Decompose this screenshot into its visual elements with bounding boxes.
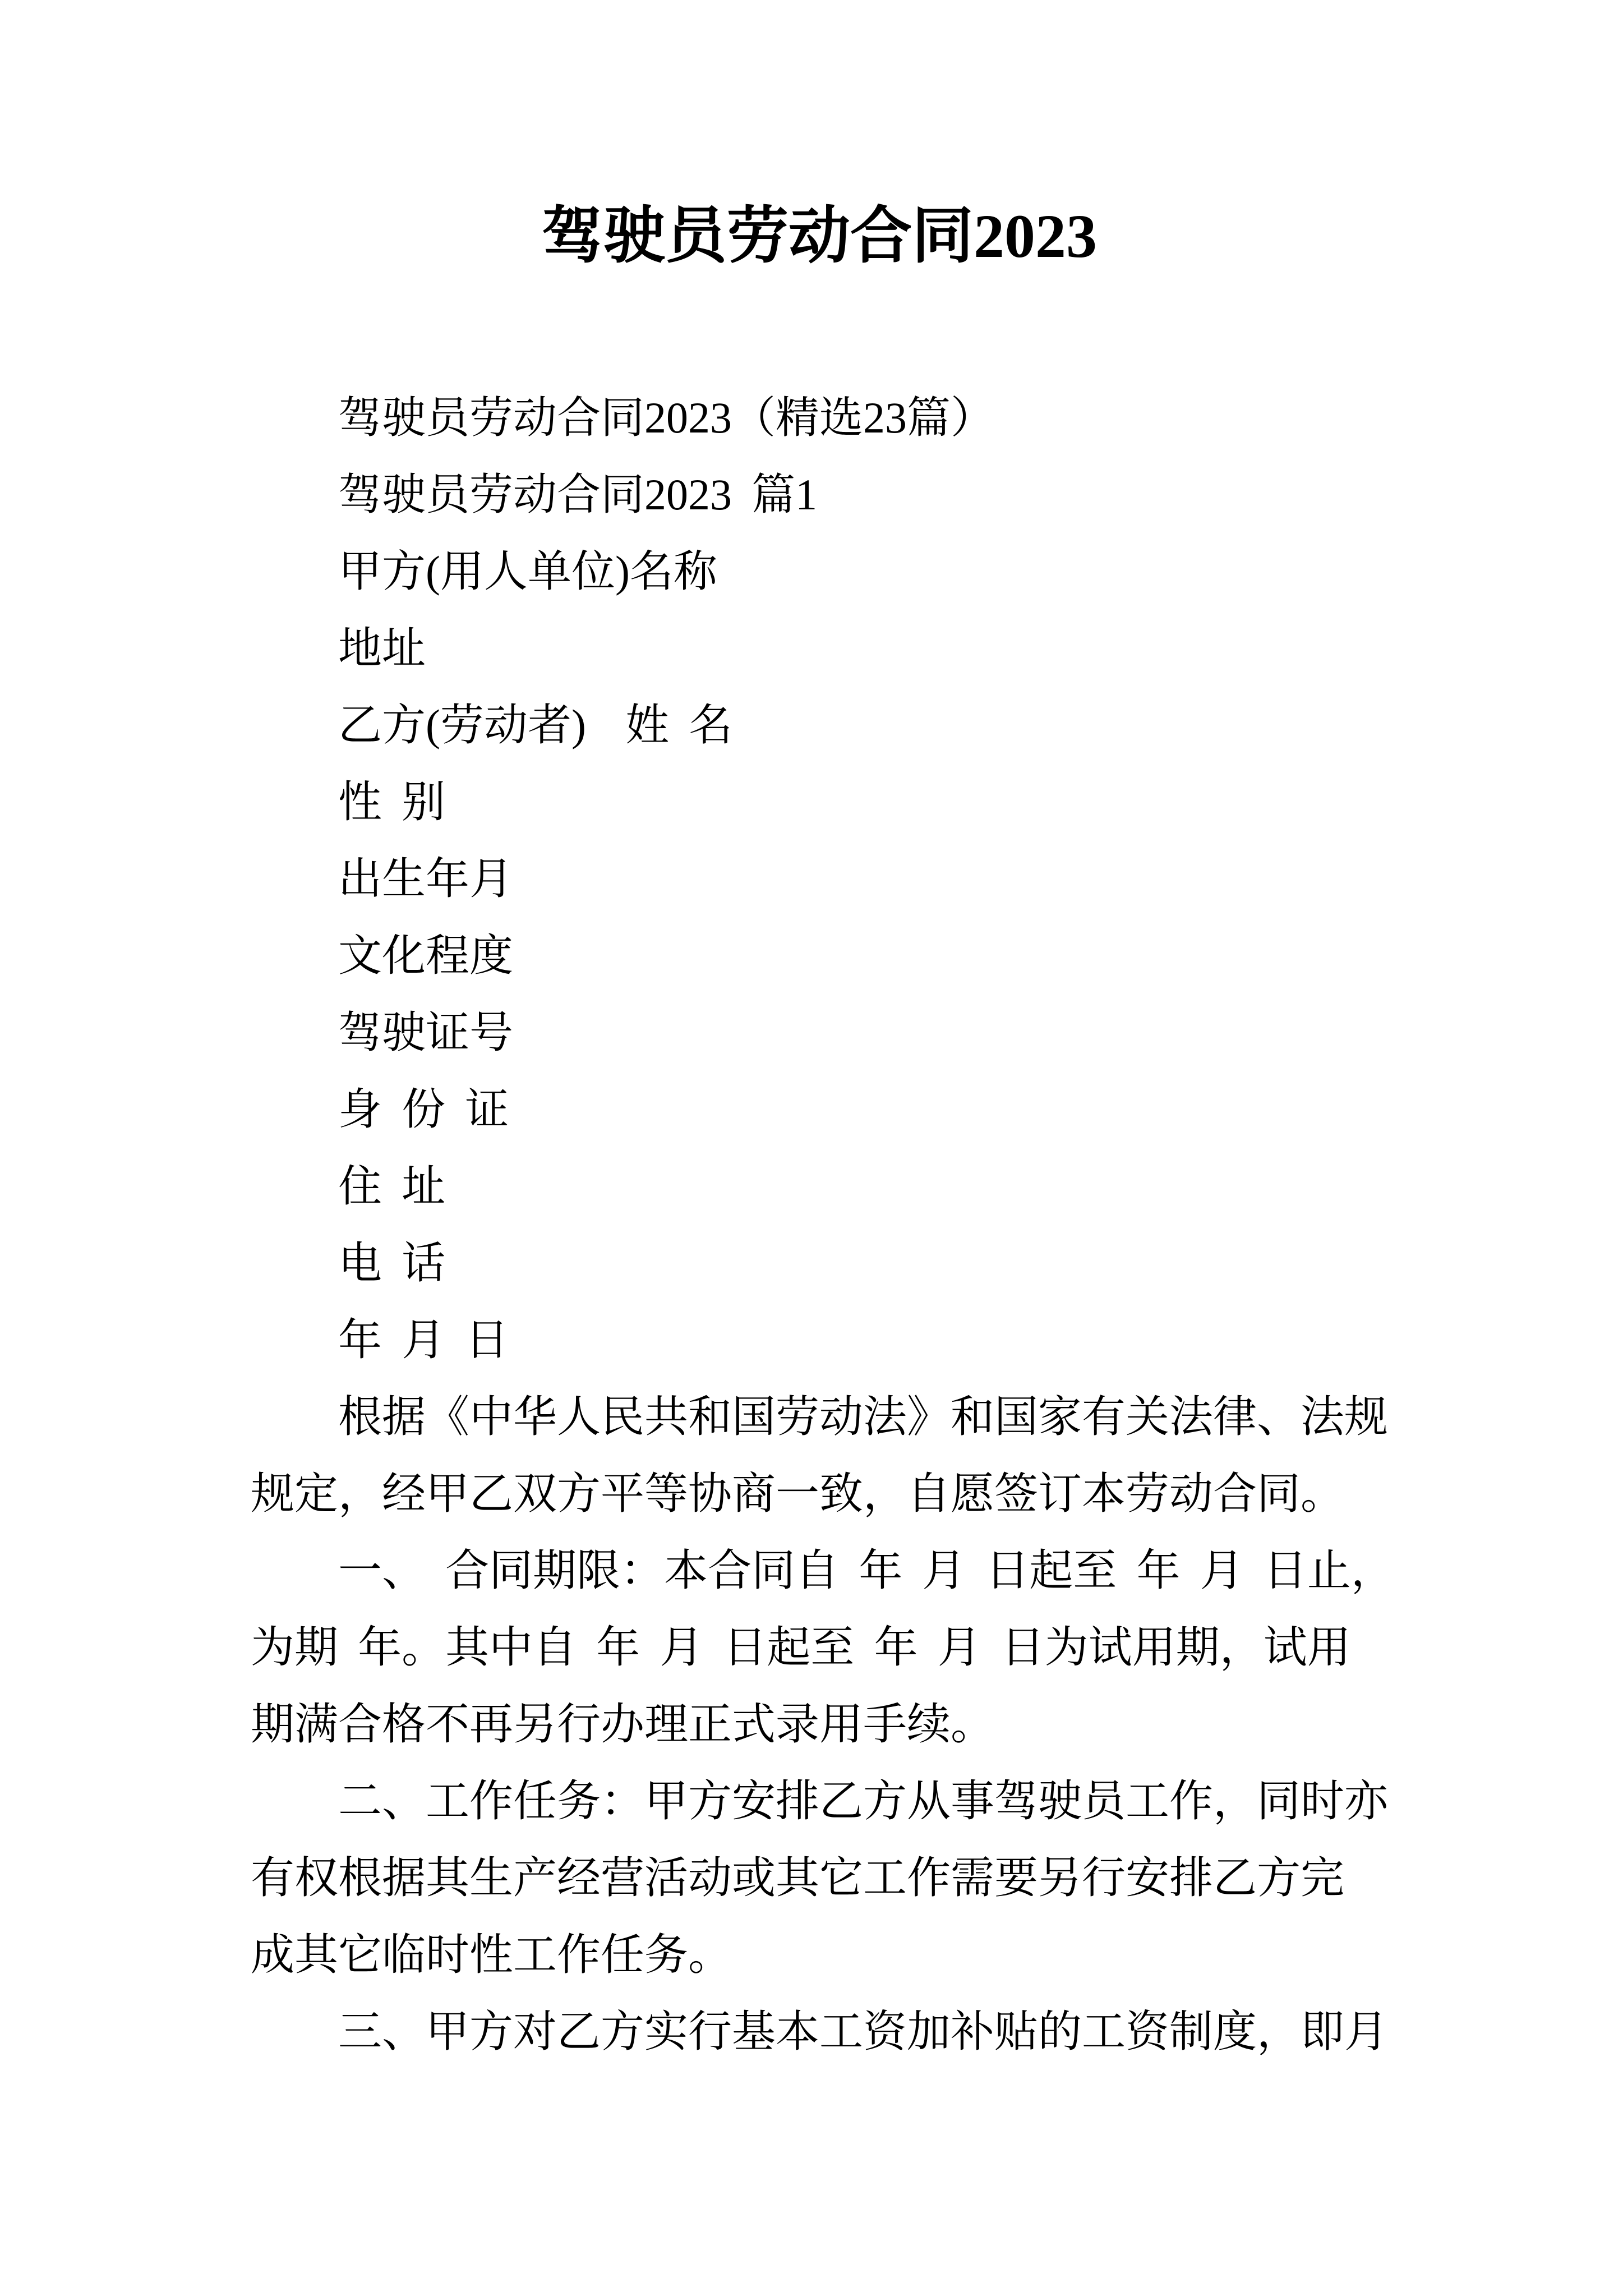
form-field-gender: 性 别 bbox=[338, 777, 446, 826]
paragraph-line: 期满合格不再另行办理正式录用手续。 bbox=[251, 1700, 995, 1749]
collection-heading: 驾驶员劳动合同2023（精选23篇） bbox=[338, 393, 995, 442]
form-field-residence: 住 址 bbox=[338, 1162, 446, 1211]
form-field-list bbox=[251, 533, 1428, 1378]
section-heading: 驾驶员劳动合同2023 篇1 bbox=[338, 470, 818, 519]
document-body bbox=[251, 379, 1428, 2070]
form-field-phone: 电 话 bbox=[338, 1239, 446, 1287]
document-title: 驾驶员劳动合同2023 bbox=[542, 202, 1097, 270]
paragraph-legal-basis bbox=[251, 1378, 1428, 1532]
form-field-employee-name: 乙方(劳动者) 姓 名 bbox=[338, 701, 733, 749]
form-field-employer-name: 甲方(用人单位)名称 bbox=[338, 547, 717, 596]
paragraph-line: 根据《中华人民共和国劳动法》和国家有关法律、法规 bbox=[338, 1392, 1389, 1441]
form-field-education: 文化程度 bbox=[338, 931, 514, 980]
form-field-date: 年 月 日 bbox=[338, 1315, 509, 1364]
paragraph-line: 二、工作任务：甲方安排乙方从事驾驶员工作，同时亦 bbox=[338, 1777, 1389, 1825]
form-field-employer-address: 地址 bbox=[338, 624, 426, 673]
form-field-license-number: 驾驶证号 bbox=[338, 1008, 514, 1057]
paragraph-line: 三、甲方对乙方实行基本工资加补贴的工资制度，即月 bbox=[338, 2007, 1389, 2056]
paragraph-line: 一、 合同期限：本合同自 年 月 日起至 年 月 日止， bbox=[338, 1546, 1395, 1595]
clause-contract-term bbox=[251, 1532, 1428, 1763]
paragraph-line: 有权根据其生产经营活动或其它工作需要另行安排乙方完 bbox=[251, 1853, 1345, 1902]
clause-wage-system bbox=[251, 1993, 1428, 2070]
paragraph-line: 成其它临时性工作任务。 bbox=[251, 1930, 732, 1979]
form-field-id-card: 身 份 证 bbox=[338, 1085, 509, 1134]
paragraph-line: 为期 年。其中自 年 月 日起至 年 月 日为试用期，试用 bbox=[251, 1623, 1351, 1672]
clause-work-duties bbox=[251, 1763, 1428, 1993]
paragraph-line: 规定，经甲乙双方平等协商一致，自愿签订本劳动合同。 bbox=[251, 1469, 1345, 1518]
form-field-birth-date: 出生年月 bbox=[338, 854, 514, 903]
